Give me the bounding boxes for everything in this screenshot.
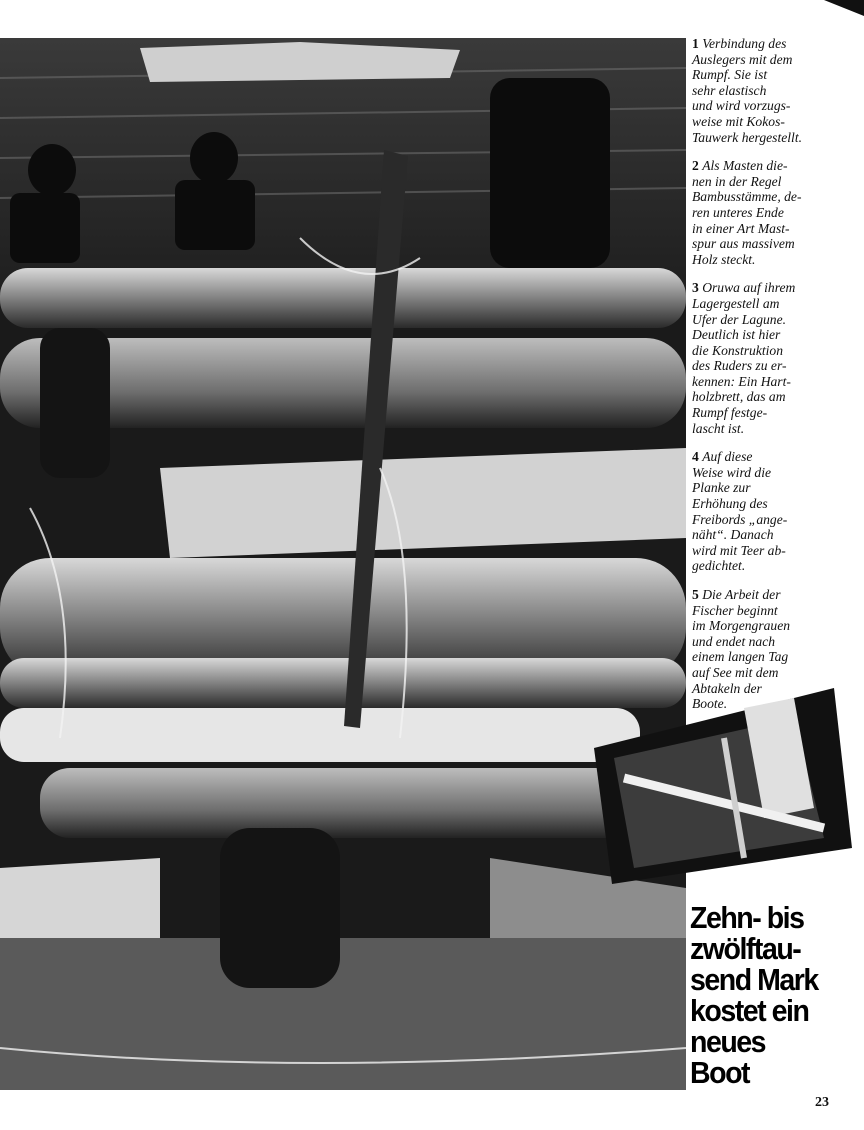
caption-1 [692, 36, 856, 145]
caption-text: Auf diese Weise wird die Planke zur Erhöhung des Freibords „ange- näht“. Danach wird mit Teer ab- gedichtet. [692, 449, 788, 574]
caption-2 [692, 158, 856, 267]
caption-5 [692, 587, 856, 712]
caption-number: 4 [692, 449, 699, 465]
caption-number: 3 [692, 280, 699, 296]
caption-text: Oruwa auf ihrem Lagergestell am Ufer der Lagune. Deutlich ist hier die Konstruktion des Ruders zu er- kennen: Ein Hart- holzbrett, das am Rumpf festge- lascht ist. [692, 280, 796, 436]
caption-text: Als Masten die- nen in der Regel Bambusstämme, de- ren unteres Ende in einer Art Mast- spur aus massivem Holz steckt. [692, 158, 802, 267]
caption-text: Verbindung des Auslegers mit dem Rumpf. Sie ist sehr elastisch und wird vorzugs- weise mit Kokos- Tauwerk hergestellt. [692, 36, 803, 145]
caption-number: 1 [692, 36, 699, 51]
captions-column [692, 36, 856, 725]
caption-3 [692, 280, 856, 436]
main-photo [0, 38, 686, 1090]
caption-4 [692, 449, 856, 574]
caption-number: 2 [692, 158, 699, 174]
page-corner-shadow [824, 0, 864, 16]
caption-text: Die Arbeit der Fischer beginnt im Morgengrauen und endet nach einem langen Tag auf See mit dem Abtakeln der Boote. [692, 587, 791, 712]
headline: Zehn- bis zwölftau- send Mark kostet ein neues Boot [690, 900, 818, 1090]
caption-number: 5 [692, 587, 699, 602]
page-number: 23 [815, 1095, 829, 1110]
